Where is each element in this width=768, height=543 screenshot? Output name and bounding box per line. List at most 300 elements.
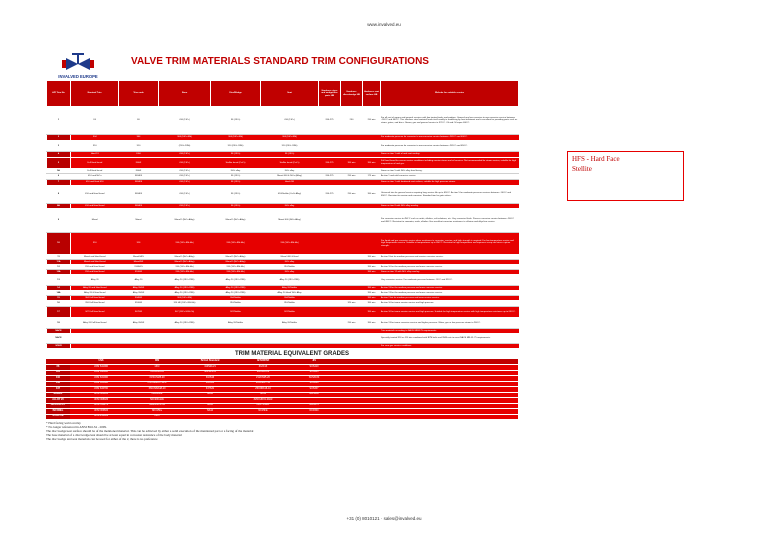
table-cell: F6/HF5	[119, 174, 159, 180]
table-cell: Full Hard faced	[71, 158, 119, 169]
table-cell: Monel	[71, 209, 119, 233]
trim-number-cell: 8A	[47, 204, 71, 209]
table-cell: F6HF	[119, 169, 159, 174]
table-cell: Monel 400 (NiCu Alloy)	[261, 209, 319, 233]
trim-number-cell: 14A	[47, 291, 71, 296]
table-cell: 316 (18Cr-8Ni-Mo)	[159, 233, 211, 255]
table-cell: Alloy 20 (19Cr-29Ni)	[261, 275, 319, 286]
table-cell: As trim 10 but more erosive service and high pressure. Suitable for high temperature service with high temperature resistance up to 650°C.	[381, 307, 519, 318]
table-cell: F6HF	[119, 158, 159, 169]
grade-cell: NA45	[182, 403, 238, 409]
table-cell: 350 min	[363, 296, 381, 301]
table-cell: Monel® (NiCu Alloy)	[159, 255, 211, 260]
table-cell: F6 (13Cr)	[261, 152, 319, 158]
table-cell	[71, 334, 119, 344]
grade-cell: CoCr	[132, 414, 182, 420]
grade-cell: Z6CND17-11	[238, 381, 288, 387]
note-line: * Hard facing weld overlay	[46, 421, 81, 425]
table-cell: F6/HF5	[119, 204, 159, 209]
table-cell: Monel 400 & NiCu (Alloy)	[261, 174, 319, 180]
trim-number-cell: 5	[47, 158, 71, 169]
trim-number-cell: 8	[47, 186, 71, 204]
table-cell: Monel	[119, 209, 159, 233]
trim-number-cell: 4	[47, 152, 71, 158]
table-cell: 350 min	[363, 265, 381, 270]
table-cell: Stellite faced (CoCr)	[211, 158, 261, 169]
table-cell: Monel® (NiCu Alloy)	[211, 260, 261, 265]
note-line: * No longer referenced in ANSI B16.34 - 2009.	[46, 425, 107, 430]
table-cell: 310 (25Cr-20Ni)	[211, 141, 261, 152]
table-row	[47, 334, 519, 344]
grade-cell: NiMo16Cr15W	[132, 403, 182, 409]
table-cell: Monel/HF5	[119, 255, 159, 260]
table-cell	[319, 141, 341, 152]
grade-cell: X15CrNi25-20	[132, 376, 182, 382]
trim-number-cell: 1	[47, 107, 71, 135]
column-header: Hardness seat surface HB	[363, 81, 381, 107]
table-row	[47, 233, 519, 255]
table-cell	[261, 344, 319, 349]
grades-title: TRIM MATERIAL EQUIVALENT GRADES	[235, 351, 349, 357]
grade-material-cell: MONEL	[46, 392, 70, 398]
grades-column-header: British Standard	[182, 359, 238, 365]
table-cell: 304 Full Hard faced	[71, 296, 119, 301]
table-cell: 347 (18Cr-10Ni-Cb)	[159, 307, 211, 318]
trim-number-cell: 5A	[47, 169, 71, 174]
table-cell: Universal trim for general service requiring long service life up to 650°C. As trim 5 for moderate pressure services between -100°C and 650°C. Resistant to erosion and corrosion. Standard trim for gate valves.	[381, 186, 519, 204]
table-cell: 316 (18Cr-8Ni-Mo)	[211, 265, 261, 270]
grade-material-cell: 310	[46, 376, 70, 382]
column-header: Website for suitable service	[381, 81, 519, 107]
trim-number-cell: 3	[47, 141, 71, 152]
trim-number-cell: 12	[47, 265, 71, 270]
table-row	[47, 107, 519, 135]
trim-number-cell: 11	[47, 255, 71, 260]
table-cell: Monel and Hard faced	[71, 260, 119, 265]
grade-cell: NU30	[238, 392, 288, 398]
table-cell: 350 min	[363, 286, 381, 291]
table-cell: Alloy 20 & Hard faced	[71, 291, 119, 296]
table-cell: Full Hard faced	[71, 169, 119, 174]
table-cell: Alloy 20 (19Cr-29Ni)	[211, 275, 261, 286]
table-cell: Alloy 20 (19Cr-29Ni)	[211, 286, 261, 291]
trim-number-cell: 17	[47, 307, 71, 318]
table-cell: F6 (13Cr)	[211, 186, 261, 204]
table-cell	[341, 275, 363, 286]
grade-cell: UNS S34700	[70, 387, 132, 393]
grade-cell: SUS410	[288, 365, 340, 371]
table-cell: 304/HF	[119, 296, 159, 301]
table-cell: 316/Stellite	[261, 265, 319, 270]
table-cell	[363, 209, 381, 233]
grade-cell	[238, 414, 288, 420]
grade-cell: UNS N10276	[70, 403, 132, 409]
grade-cell: SUS347	[288, 387, 340, 393]
table-cell: 410 (13Cr)	[159, 169, 211, 174]
grade-cell: Z12C13	[238, 365, 288, 371]
grades-column-header: JIS	[288, 359, 340, 365]
grade-cell: Z12CN25-20	[238, 376, 288, 382]
table-cell: Monel 400 & Hard	[261, 255, 319, 260]
trim-number-cell: 2	[47, 135, 71, 141]
table-row	[47, 209, 519, 233]
table-cell	[319, 209, 341, 233]
grade-material-cell: 347	[46, 387, 70, 393]
table-cell: 410 (13Cr)	[159, 152, 211, 158]
table-cell: 316/HF	[119, 270, 159, 275]
trim-number-cell: 18	[47, 318, 71, 329]
table-cell	[319, 334, 341, 344]
table-cell: Monel® (NiCu Alloy)	[211, 255, 261, 260]
table-cell: Same as trim 1 with a hard seat overlay.	[381, 152, 519, 158]
grade-cell	[288, 414, 340, 420]
table-cell: 316 Full Hard faced	[71, 301, 119, 307]
grade-cell: UNS R30006	[70, 414, 132, 420]
grade-filler-cell	[340, 414, 518, 420]
column-header: API Trim No	[47, 81, 71, 107]
grade-material-cell: HASTELLOY	[46, 403, 70, 409]
site-url[interactable]: www.invalved.eu	[367, 22, 401, 27]
table-cell: For liquid and gas corrosive service when resistance to corrosion, erosion, and high strength is required. For low temperature service and high temperature service. Suitable at temperatures up to 650°C. Resistant to high temperature and improves creep and stress rupture strength.	[381, 233, 519, 255]
table-cell	[341, 233, 363, 255]
table-cell	[363, 141, 381, 152]
grade-cell: NW4400	[288, 392, 340, 398]
table-cell: 250	[341, 107, 363, 135]
table-cell: 316 and Hard faced	[71, 270, 119, 275]
table-cell: Alloy 20 (19Cr-29Ni)	[159, 286, 211, 291]
table-cell: F6/HF5	[119, 186, 159, 204]
table-cell: For moderate pressure for corrosive to non-corrosive service between -265°C and 400°C.	[381, 135, 519, 141]
table-cell: Same as trim 5 with NiCr alloy hard facing.	[381, 169, 519, 174]
table-cell: As trim 13 but more corrosive service and higher pressure. Water, gas or low pressure steam to 260°C.	[381, 318, 519, 329]
table-cell: As trim 10 but more erosive service and high pressure.	[381, 301, 519, 307]
table-cell: Alloy 20/HF	[119, 291, 159, 296]
grade-cell: SUS310S	[288, 376, 340, 382]
grade-cell: Z6CN18-09	[238, 370, 288, 376]
table-cell	[341, 209, 363, 233]
table-cell: 350 min	[363, 307, 381, 318]
grade-cell: X5CrNiMo17-12-2	[132, 381, 182, 387]
table-cell	[261, 334, 319, 344]
grade-cell: 304S15/31	[182, 370, 238, 376]
grade-material-cell: 304	[46, 370, 70, 376]
table-cell: Alloy 20 Hard/ NiCr Alloy	[261, 291, 319, 296]
table-cell: 316 (18Cr-8Ni-Mo)	[211, 233, 261, 255]
table-cell: 175 min	[363, 174, 381, 180]
table-cell: For moderate pressure for corrosive to non-corrosive service between -265°C and 450°C.	[381, 141, 519, 152]
table-cell: 410/Stellite (CoCr Alloy)	[261, 186, 319, 204]
table-cell: Hard 13	[71, 152, 119, 158]
table-cell: Alloy 20/HF	[119, 318, 159, 329]
table-cell: Same as trim 1 with hardened seat surface; suitable for high pressure steam.	[381, 180, 519, 186]
trim-number-cell: NACE	[47, 334, 71, 344]
table-cell: For sour gas service conditions.	[381, 344, 519, 349]
table-cell	[71, 344, 119, 349]
table-cell: Specially treated 316 or 410 trim combined with B7M bolts and 2HM nuts to meet NACE MR-01-75 requirements.	[381, 334, 519, 344]
note-line: The disc/wedge and seat materials can be used for either of the 2, there is no preference	[46, 437, 158, 442]
table-cell: 316 (18Cr-8Ni-Mo)	[261, 233, 319, 255]
table-cell: As trim 10 but for medium pressure and more corrosive service.	[381, 265, 519, 270]
table-cell: Full hard faced for severe service conditions including erosive steam and oil services. Not recommended for steam service; suitable for high temperature oil and gas.	[381, 158, 519, 169]
table-cell: 200-275	[319, 174, 341, 180]
table-cell: 320 min	[341, 301, 363, 307]
table-cell: 350 min	[363, 291, 381, 296]
trim-number-cell: 15	[47, 296, 71, 301]
table-cell: Alloy 20 and Hard faced	[71, 286, 119, 291]
grades-row	[46, 414, 518, 420]
table-cell: NiCr alloy	[261, 169, 319, 174]
table-cell: Monel and Hard faced	[71, 255, 119, 260]
trim-number-cell: 11A	[47, 260, 71, 265]
table-cell: 410 (13Cr)	[159, 186, 211, 204]
table-cell: Alloy 20/Stellite	[261, 318, 319, 329]
table-cell: 200-275	[319, 107, 341, 135]
table-cell: 250 min	[341, 174, 363, 180]
trim-table-body	[47, 107, 519, 349]
table-cell: Same as trim 8 with NiCr alloy overlay.	[381, 204, 519, 209]
table-cell: Monel® (NiCu Alloy)	[159, 209, 211, 233]
grade-cell: NCF600	[288, 409, 340, 415]
grades-column-header: AFNOR/NF	[238, 359, 288, 365]
table-cell: F6	[71, 107, 119, 135]
hfs-annotation-line2: Stellite	[572, 164, 592, 173]
trim-number-cell: 13	[47, 275, 71, 286]
table-cell: 410 (13Cr)	[159, 158, 211, 169]
table-cell: 200-275	[319, 158, 341, 169]
table-cell: Very corrosive service. For moderate pressure between -30°C and 320°C.	[381, 275, 519, 286]
footer-contact[interactable]: +31 (0) 8010121 · sales@invalved.eu	[346, 516, 422, 521]
grade-cell: NA14	[182, 409, 238, 415]
grade-cell	[182, 414, 238, 420]
grade-material-cell: ALLOY 20	[46, 398, 70, 404]
grade-cell: 410S21/21	[182, 365, 238, 371]
grade-cell: UNS S41000	[70, 365, 132, 371]
table-cell: 410 and NiCu	[71, 174, 119, 180]
column-header: Seat	[261, 81, 319, 107]
table-cell: Monel® (NiCu Alloy)	[211, 209, 261, 233]
table-cell: As trim 13 but for medium pressure and more corrosive service.	[381, 286, 519, 291]
table-cell: 304/Stellite	[211, 296, 261, 301]
table-cell: Alloy 20/Stellite	[211, 318, 261, 329]
logo-text: INVALVED EUROPE	[58, 74, 98, 79]
table-cell: 347/Stellite	[261, 307, 319, 318]
table-cell: 316 HF (18Cr-8Ni-Mo)	[159, 301, 211, 307]
table-cell: F6 (13Cr)	[211, 107, 261, 135]
grade-cell: NA13	[182, 392, 238, 398]
table-cell: 350 min	[363, 186, 381, 204]
table-cell: F6 (13Cr)	[211, 174, 261, 180]
trim-number-cell: 9	[47, 209, 71, 233]
table-cell: 350 min	[363, 301, 381, 307]
table-cell: Alloy 20 (19Cr-29Ni)	[159, 291, 211, 296]
table-cell: F6 (13Cr)	[211, 152, 261, 158]
grade-cell: NW0276	[288, 403, 340, 409]
grade-material-cell: 316	[46, 381, 70, 387]
table-cell: 316 (18Cr-8Ni-Mo)	[211, 270, 261, 275]
table-cell: 347/HF	[119, 307, 159, 318]
table-cell: 410 (13Cr)	[159, 174, 211, 180]
table-cell: 316 (18Cr-8Ni-Mo)	[159, 270, 211, 275]
table-cell: 304	[71, 135, 119, 141]
trim-number-cell: 12A	[47, 270, 71, 275]
table-cell	[211, 344, 261, 349]
grade-material-cell: F6	[46, 365, 70, 371]
table-cell: 347/Stellite	[211, 307, 261, 318]
note-line: The disc/wedge/seat surface should be of the mentioned material. This can be achieved by either a solid execution of the mentioned part or a facing of the material	[46, 429, 254, 434]
grade-cell: NiCu30Fe	[132, 392, 182, 398]
trim-number-cell: 10	[47, 233, 71, 255]
table-cell: 316/Stellite	[211, 301, 261, 307]
grade-cell: SUS304	[288, 370, 340, 376]
table-cell: Trim materials according to NACE MR0175 requirements.	[381, 329, 519, 334]
table-cell: 410 and Hard faced	[71, 186, 119, 204]
table-row	[47, 158, 519, 169]
grade-material-cell: STELLITE	[46, 414, 70, 420]
grade-cell: X5CrNi18-10	[132, 370, 182, 376]
table-cell: 410 and Hard 410	[71, 180, 119, 186]
grades-column-header: DIN	[132, 359, 182, 365]
table-cell: Hard 410	[261, 180, 319, 186]
table-cell: 316	[71, 233, 119, 255]
table-cell	[363, 233, 381, 255]
table-cell: 350 min	[363, 255, 381, 260]
table-cell: 250 min	[341, 318, 363, 329]
table-cell: 304 (18Cr-8Ni)	[261, 135, 319, 141]
grade-cell: X6CrNiNb18-10	[132, 387, 182, 393]
table-row	[47, 186, 519, 204]
grades-table-body	[46, 359, 518, 420]
table-cell	[159, 334, 211, 344]
column-header: Stem	[159, 81, 211, 107]
table-cell: 350 min	[363, 318, 381, 329]
grade-cell: 310S16	[182, 376, 238, 382]
table-cell: As trim 13 but for medium pressure and more corrosive service.	[381, 291, 519, 296]
table-cell	[363, 275, 381, 286]
trim-number-cell: 14	[47, 286, 71, 291]
table-cell: Alloy 20 (19Cr-29Ni)	[159, 275, 211, 286]
grade-cell: UNS N04400	[70, 392, 132, 398]
table-row	[47, 344, 519, 349]
table-cell: Alloy 20/HF	[119, 286, 159, 291]
table-cell: 200-275	[319, 186, 341, 204]
table-cell: 410 and Hard faced	[71, 204, 119, 209]
trim-table-wrapper	[46, 80, 518, 441]
table-cell: Alloy 20 (19Cr-29Ni)	[159, 318, 211, 329]
table-cell	[319, 307, 341, 318]
table-cell: For corrosive service to 450°C such as acids, alkalies, salt solutions, etc. Very corrosive fluids. Process corrosive service between -240°C and 480°C. Resistant to seawater, acids, alkalies. Has excellent corrosion resistance to chlorine and alkyd ion service.	[381, 209, 519, 233]
grade-cell: UNS N08020	[70, 398, 132, 404]
table-cell: For all sort of vapors and general services with low treated tanks and wedges. General any low corrosive to non-corrosive service between -100°C and 400°C. This stainless steel material lends itself readily to hardening by heat treatment and is excellent for providing parts such as stems, gates, and discs. Steam, gas and general service to 370°C. Oil and Oil vapor 400°C.	[381, 107, 519, 135]
table-cell: NiCr alloy	[261, 270, 319, 275]
grade-cell: SUS316	[288, 381, 340, 387]
table-cell: F6 (13Cr)	[211, 204, 261, 209]
table-cell: 304 (18Cr-8Ni)	[159, 296, 211, 301]
grades-column-header: UNS	[70, 359, 132, 365]
table-row	[47, 275, 519, 286]
grade-cell: 347S31	[182, 387, 238, 393]
column-header: Disc/Wedge	[211, 81, 261, 107]
table-cell: 304/Stellite	[261, 296, 319, 301]
table-cell	[319, 318, 341, 329]
column-header: Trim code	[119, 81, 159, 107]
table-cell: F6/HF6	[119, 180, 159, 186]
page-title: VALVE TRIM MATERIALS STANDARD TRIM CONFIGURATIONS	[131, 56, 429, 67]
table-cell: 316/Stellite	[261, 301, 319, 307]
table-cell: Monel/HF	[119, 260, 159, 265]
table-cell: NiCr alloy	[211, 169, 261, 174]
table-cell: 316 (18Cr-8Ni-Mo)	[159, 265, 211, 270]
table-cell: As trim 2 but for medium pressure and more erosive service.	[381, 296, 519, 301]
trim-number-cell: 16	[47, 301, 71, 307]
table-cell	[341, 141, 363, 152]
table-cell: Stellite faced (CoCr)	[261, 158, 319, 169]
notes-block	[46, 421, 518, 441]
invalved-logo	[58, 52, 98, 74]
table-cell: NiCr alloy	[261, 204, 319, 209]
table-cell: 304 (18Cr-8Ni)	[159, 135, 211, 141]
table-cell: F6H	[119, 152, 159, 158]
trim-number-cell: SOUR	[47, 344, 71, 349]
grade-material-cell: INCONEL	[46, 409, 70, 415]
column-header: Hardness discs/wedge HB	[341, 81, 363, 107]
grade-cell: UNS N06600	[70, 409, 132, 415]
table-row	[47, 141, 519, 152]
trim-number-cell: 6	[47, 174, 71, 180]
grade-cell: UNS S31000	[70, 376, 132, 382]
table-cell: 310	[71, 141, 119, 152]
table-cell	[119, 334, 159, 344]
table-cell: Alloy 20 (19Cr-29Ni)	[211, 291, 261, 296]
column-header: Nominal Trim	[71, 81, 119, 107]
hfs-annotation-line1: HFS - Hard Face	[572, 155, 620, 163]
table-cell: 350 min	[341, 158, 363, 169]
grade-cell: UNS S31600	[70, 381, 132, 387]
grade-cell: NC17D16W	[238, 403, 288, 409]
trim-configurations-table	[46, 80, 519, 349]
grade-cell: Z2NCUD31-20AZ	[238, 398, 288, 404]
table-cell: Alloy 20 Full Hard faced	[71, 318, 119, 329]
table-row	[47, 318, 519, 329]
trim-number-cell: NACE	[47, 329, 71, 334]
table-cell	[363, 334, 381, 344]
table-cell: 316 and Hard faced	[71, 265, 119, 270]
table-cell: (25Cr-20Ni)	[159, 141, 211, 152]
grade-cell: NiCr20CuMo	[132, 398, 182, 404]
grade-cell: 316S31	[182, 381, 238, 387]
table-cell	[319, 233, 341, 255]
table-cell: Alloy 20	[119, 275, 159, 286]
table-cell: F6	[119, 107, 159, 135]
table-cell: 304	[119, 135, 159, 141]
table-cell: 350 min	[363, 158, 381, 169]
table-cell: As trim 9 but for medium pressure and erosive corrosive service.	[381, 255, 519, 260]
table-cell	[319, 275, 341, 286]
note-line: The base material of a disc/wedge/seat should be at least equal in corrosion resistance of the body material	[46, 433, 182, 438]
table-cell: 250 min	[341, 186, 363, 204]
table-cell: 410 (13Cr)	[159, 107, 211, 135]
table-cell: NiCr alloy	[261, 260, 319, 265]
table-header-row	[47, 81, 519, 107]
table-cell	[341, 334, 363, 344]
grade-cell: UNS S30400	[70, 370, 132, 376]
trim-number-cell: 7	[47, 180, 71, 186]
table-cell: 310	[119, 141, 159, 152]
table-cell: 316/HF5	[119, 265, 159, 270]
table-cell: As trim 1 and mild corrosive service.	[381, 174, 519, 180]
table-cell: 316	[119, 233, 159, 255]
column-header: Hardness stem and wedge/disc parts HB	[319, 81, 341, 107]
table-cell: Monel® (NiCu Alloy)	[159, 260, 211, 265]
